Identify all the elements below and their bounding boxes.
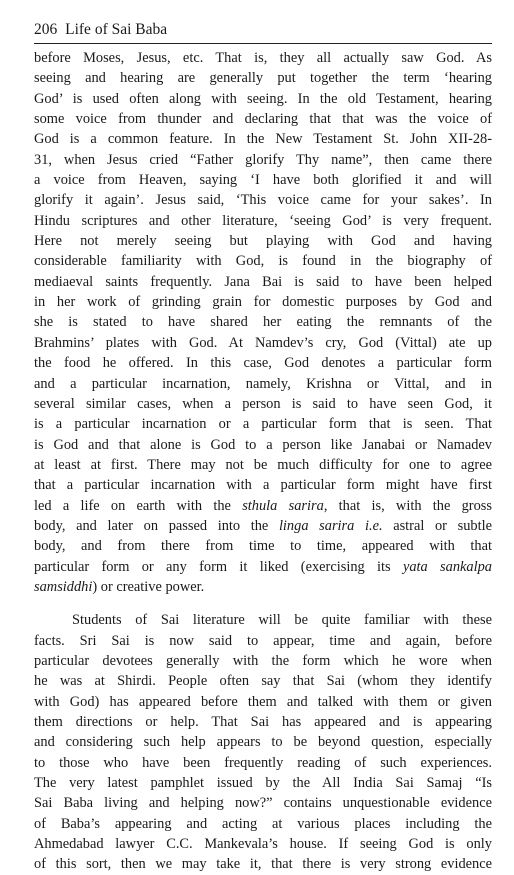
text-run: led a life on earth with the <box>34 497 243 514</box>
text-line: seeing and hearing are generally put together the term ‘hearing <box>34 70 492 87</box>
text-run: astral or subtle <box>382 517 492 534</box>
text-line: the food he offered. In this case, God denotes a particular form <box>34 355 492 372</box>
text-line: and a particular incarnation, namely, Krishna or Vittal, and in <box>34 375 492 392</box>
text-line: glorify it again’. Jesus said, ‘This voice came for your sakes’. In <box>34 192 492 209</box>
text-line: is a particular incarnation or a particular form that is seen. That <box>34 416 492 433</box>
page-number: 206 <box>34 21 58 38</box>
text-line <box>34 577 492 597</box>
text-line: particular devotees generally with the form which he wore when <box>34 652 492 669</box>
italic-term: yata sankalpa <box>402 558 492 575</box>
text-line: Ahmedabad lawyer C.C. Mankevala’s house. If seeing God is only <box>34 836 492 853</box>
text-line: facts. Sri Sai is now said to appear, time and again, before <box>34 632 492 649</box>
text-line: of Baba’s appearing and acting at various places including the <box>34 815 492 832</box>
text-line: them directions or help. That Sai has appeared and is appearing <box>34 714 492 730</box>
text-line: and considering such help appears to be beyond question, especially <box>34 734 492 751</box>
text-line: of this sort, then we may take it, that there is very strong evidence <box>34 856 492 873</box>
text-line: The very latest pamphlet issued by the All India Sai Samaj “Is <box>34 775 492 792</box>
running-header <box>34 20 492 44</box>
book-page <box>34 20 492 875</box>
text-line: with God) has appeared before them and talked with them or given <box>34 693 492 710</box>
text-line: God is a common feature. In the New Testament St. John XII-28- <box>34 131 492 148</box>
paragraph-2 <box>34 610 492 874</box>
text-line: in her work of grinding grain for domestic purposes by God and <box>34 294 492 311</box>
italic-term: samsiddhi <box>34 578 93 595</box>
text-run: , that is, with the gross <box>323 497 492 514</box>
text-line <box>34 516 492 536</box>
text-line: that a particular incarnation with a particular form might have first <box>34 477 492 494</box>
text-line: God’ is used often along with seeing. In the old Testament, hearing <box>34 90 492 107</box>
book-title: Life of Sai Baba <box>65 21 168 38</box>
text-line: Students of Sai literature will be quite familiar with these <box>72 612 492 629</box>
text-line: 31, when Jesus cried “Father glorify Thy name”, then came there <box>34 151 492 168</box>
text-line: Hindu scriptures and other literature, ‘seeing God’ is very frequent. <box>34 212 492 229</box>
text-line: Here not merely seeing but playing with God and having <box>34 233 492 250</box>
text-line <box>34 557 492 577</box>
text-line: before Moses, Jesus, etc. That is, they all actually saw God. As <box>34 50 492 66</box>
text-run: ) or creative power. <box>92 578 205 595</box>
text-line: she is stated to have shared her eating the remnants of the <box>34 314 492 331</box>
text-line: several similar cases, when a person is said to have seen God, it <box>34 395 492 412</box>
text-run: particular form or any form it liked (exercising its <box>34 558 403 575</box>
text-line: considerable familiarity with God, is found in the biography of <box>34 253 492 270</box>
italic-term: linga sarira i.e. <box>278 517 383 534</box>
text-line: he was at Shirdi. People often say that Sai (whom they identify <box>34 673 492 690</box>
text-line: Brahmins’ plates with God. At Namdev’s cry, God (Vittal) ate up <box>34 334 492 351</box>
text-line: at least at first. There may not be much difficulty for one to agree <box>34 456 492 473</box>
text-line: some voice from thunder and declaring that that was the voice of <box>34 111 492 128</box>
text-line: to those who have been frequently reading of such experiences. <box>34 754 492 771</box>
text-line: is God and that alone is God to a person like Janabai or Namadev <box>34 436 492 453</box>
text-line: Sai Baba living and helping now?” contains unquestionable evidence <box>34 795 492 812</box>
text-line: body, and from there from time to time, appeared with that <box>34 538 492 555</box>
text-line <box>34 496 492 516</box>
paragraph-1 <box>34 48 492 597</box>
text-line: a voice from Heaven, saying ‘I have both glorified it and will <box>34 172 492 189</box>
text-line: mediaeval saints frequently. Jana Bai is said to have been helped <box>34 273 492 290</box>
italic-term: sthula sarira <box>242 497 324 514</box>
text-run: body, and later on passed into the <box>34 517 279 534</box>
